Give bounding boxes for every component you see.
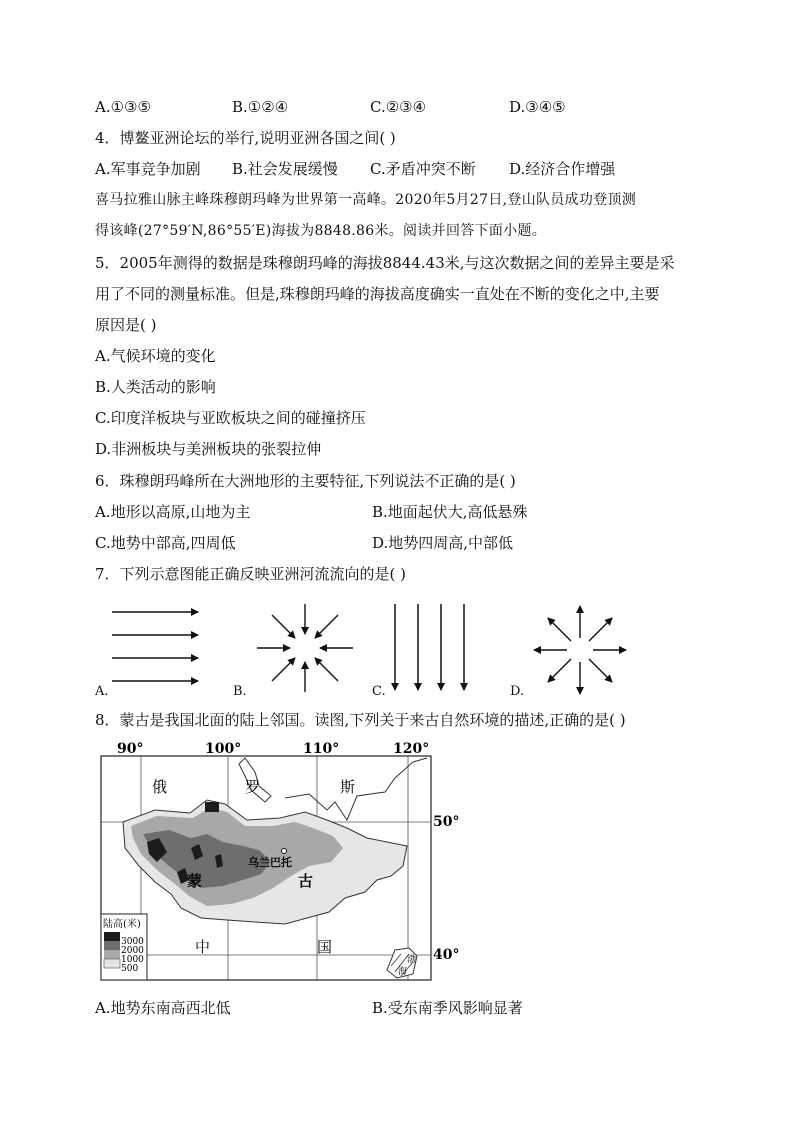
passage-line-2: 得该峰(27°59′N,86°55′E)海拔为8848.86米。阅读并回答下面小题。 xyxy=(95,223,547,239)
lon-label-110: 110° xyxy=(303,741,340,757)
q7-diagram-c xyxy=(395,604,464,690)
lon-label-100: 100° xyxy=(205,741,242,757)
label-bo: 渤 xyxy=(407,955,417,965)
legend-level-1000: 1000 xyxy=(121,955,144,965)
q4-stem: 4．博鳌亚洲论坛的举行,说明亚洲各国之间( ) xyxy=(95,129,396,147)
q5-option-c: C.印度洋板块与亚欧板块之间的碰撞挤压 xyxy=(95,409,366,427)
q5-option-b: B.人类活动的影响 xyxy=(95,378,216,396)
q7-stem: 7．下列示意图能正确反映亚洲河流流向的是( ) xyxy=(95,565,407,583)
q6-option-c: C.地势中部高,四周低 xyxy=(95,534,236,552)
q6-option-a: A.地形以高原,山地为主 xyxy=(95,503,251,521)
lon-label-120: 120° xyxy=(393,741,430,757)
label-meng: 蒙 xyxy=(187,872,203,890)
legend-level-3000: 3000 xyxy=(121,937,144,947)
q3-option-a: A.①③⑤ xyxy=(95,98,151,116)
q6-option-d: D.地势四周高,中部低 xyxy=(372,534,514,552)
label-gu: 古 xyxy=(298,872,314,890)
label-e: 俄 xyxy=(152,778,168,796)
q4-option-a: A.军事竞争加剧 xyxy=(95,160,201,178)
q7-label-a: A. xyxy=(95,684,109,699)
label-guo: 国 xyxy=(317,938,333,956)
legend-title: 陆高(米) xyxy=(103,919,141,930)
q8-stem: 8．蒙古是我国北面的陆上邻国。读图,下列关于来古自然环境的描述,正确的是( ) xyxy=(95,711,626,729)
q5-line-1: 5．2005年测得的数据是珠穆朗玛峰的海拔8844.43米,与这次数据之间的差异主要是采 xyxy=(95,254,675,272)
q5-line-2: 用了不同的测量标准。但是,珠穆朗玛峰的海拔高度确实一直处在不断的变化之中,主要 xyxy=(95,285,660,303)
capital-label: 乌兰巴托 xyxy=(248,856,292,869)
q7-label-b: B. xyxy=(233,684,247,699)
passage-line-1: 喜马拉雅山脉主峰珠穆朗玛峰为世界第一高峰。2020年5月27日,登山队员成功登顶测 xyxy=(95,192,637,208)
q3-option-b: B.①②④ xyxy=(232,98,289,116)
q5-option-d: D.非洲板块与美洲板块的张裂拉伸 xyxy=(95,440,322,458)
label-hai: 海 xyxy=(398,967,408,977)
legend-level-2000: 2000 xyxy=(121,946,144,956)
q6-stem: 6．珠穆朗玛峰所在大洲地形的主要特征,下列说法不正确的是( ) xyxy=(95,472,516,490)
q3-option-c: C.②③④ xyxy=(370,98,427,116)
q8-option-b: B.受东南季风影响显著 xyxy=(372,999,523,1017)
q7-label-d: D. xyxy=(510,684,525,699)
q7-diagram-d xyxy=(534,606,626,694)
q4-option-d: D.经济合作增强 xyxy=(509,160,616,178)
label-luo: 罗 xyxy=(245,778,261,796)
mongolia-map xyxy=(95,738,465,990)
label-zhong: 中 xyxy=(195,938,211,956)
q4-option-b: B.社会发展缓慢 xyxy=(232,160,338,178)
lon-label-90: 90° xyxy=(117,741,144,757)
q7-diagram-a xyxy=(112,612,198,681)
q4-option-c: C.矛盾冲突不断 xyxy=(370,160,476,178)
elevation-legend xyxy=(101,914,147,980)
q5-line-3: 原因是( ) xyxy=(95,316,157,334)
lat-label-50: 50° xyxy=(433,814,460,830)
q3-option-d: D.③④⑤ xyxy=(509,98,566,116)
lat-label-40: 40° xyxy=(433,947,460,963)
q8-option-a: A.地势东南高西北低 xyxy=(95,999,231,1017)
q6-option-b: B.地面起伏大,高低悬殊 xyxy=(372,503,528,521)
capital-marker xyxy=(282,849,287,854)
q7-label-c: C. xyxy=(372,684,386,699)
q7-diagram-b xyxy=(257,604,353,692)
label-si: 斯 xyxy=(340,778,356,796)
q5-option-a: A.气候环境的变化 xyxy=(95,347,216,365)
legend-level-500: 500 xyxy=(121,964,139,974)
